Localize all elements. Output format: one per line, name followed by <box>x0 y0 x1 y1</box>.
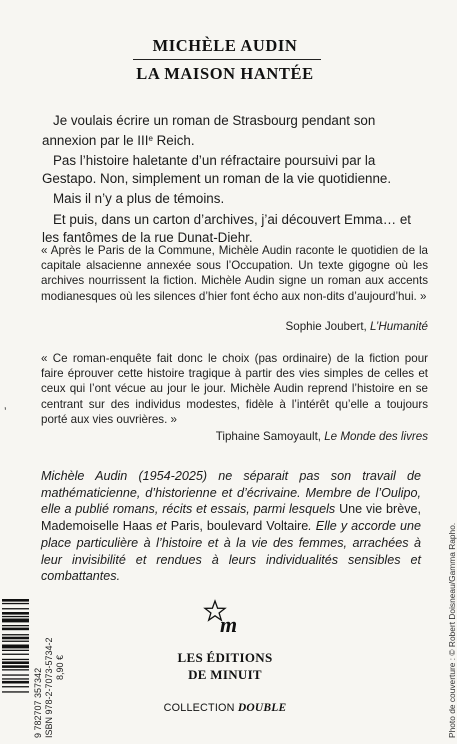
photo-credit: Photo de couverture : © Robert Doisneau/Gamma Rapho. <box>447 522 457 738</box>
barcode-digits: 9 782707 357342 <box>33 667 43 738</box>
blurb-paragraph-1: Je voulais écrire un roman de Strasbourg pendant son annexion par le IIIe Reich. <box>42 113 376 148</box>
press-quote-1 <box>41 243 428 304</box>
press-quote-text: « Ce roman-enquête fait donc le choix (pas ordinaire) de la fiction pour faire éprouver cette histoire tragique à partir des vies simples de celles et ceux qui l’ont vécue au jour le jour. Michèle Audin reprend l’histoire en se centrant sur des individus modestes, fidèle à l’intérêt qu’elle a toujours porté aux vies ouvrières. » <box>41 352 428 426</box>
blurb-paragraph-2: Pas l’histoire haletante d’un réfractaire poursuivi par la Gestapo. Non, simplement un roman de la vie quotidienne. <box>42 153 392 186</box>
press-quote-source-2: Tiphaine Samoyault, Le Monde des livres <box>215 430 428 443</box>
collection-label: COLLECTION DOUBLE <box>163 702 287 714</box>
margin-mark: ʼ <box>4 405 7 419</box>
header-divider <box>133 59 321 60</box>
publisher-logo <box>203 600 243 637</box>
author-name: MICHÈLE AUDIN <box>152 36 298 55</box>
publisher-logo-letter: m <box>220 612 238 637</box>
blurb-paragraph-4: Et puis, dans un carton d’archives, j’ai découvert Emma… et les fantômes de la rue Dunat-Diehr. <box>42 211 411 245</box>
press-quote-2 <box>41 351 428 427</box>
press-quote-text: « Après le Paris de la Commune, Michèle Audin raconte le quotidien de la capitale alsacienne annexée sous l’Occupation. Un texte gigogne où les archives nourrissent la fiction. Michèle Audin signe un roman aux accents modianesques où les silences d’hier font écho aux non-dits d’aujourd’hui. » <box>41 244 428 303</box>
press-quote-source-1: Sophie Joubert, L’Humanité <box>285 320 428 333</box>
publisher-name-line-2: DE MINUIT <box>188 667 262 682</box>
author-bio: Michèle Audin (1954-2025) ne séparait pas son travail de mathématicienne, d’historienne et d’écrivaine. Membre de l’Oulipo, elle a publié romans, récits et essais, parmi lesquels Une vie brève, Mademoiselle Haas et Paris, boulevard Voltaire. Elle y accorde une place particulière à l’histoire et à la vie des femmes, arrachées à leur invisibilité et rendues à leurs individualités sensibles et combattantes. <box>41 469 422 584</box>
publisher-name-line-1: LES ÉDITIONS <box>177 650 273 665</box>
blurb <box>42 112 424 249</box>
price: 8,90 € <box>55 654 65 680</box>
isbn-number: ISBN 978-2-7073-5734-2 <box>44 637 54 738</box>
book-title: LA MAISON HANTÉE <box>136 64 314 83</box>
blurb-paragraph-3: Mais il n’y a plus de témoins. <box>53 191 225 207</box>
